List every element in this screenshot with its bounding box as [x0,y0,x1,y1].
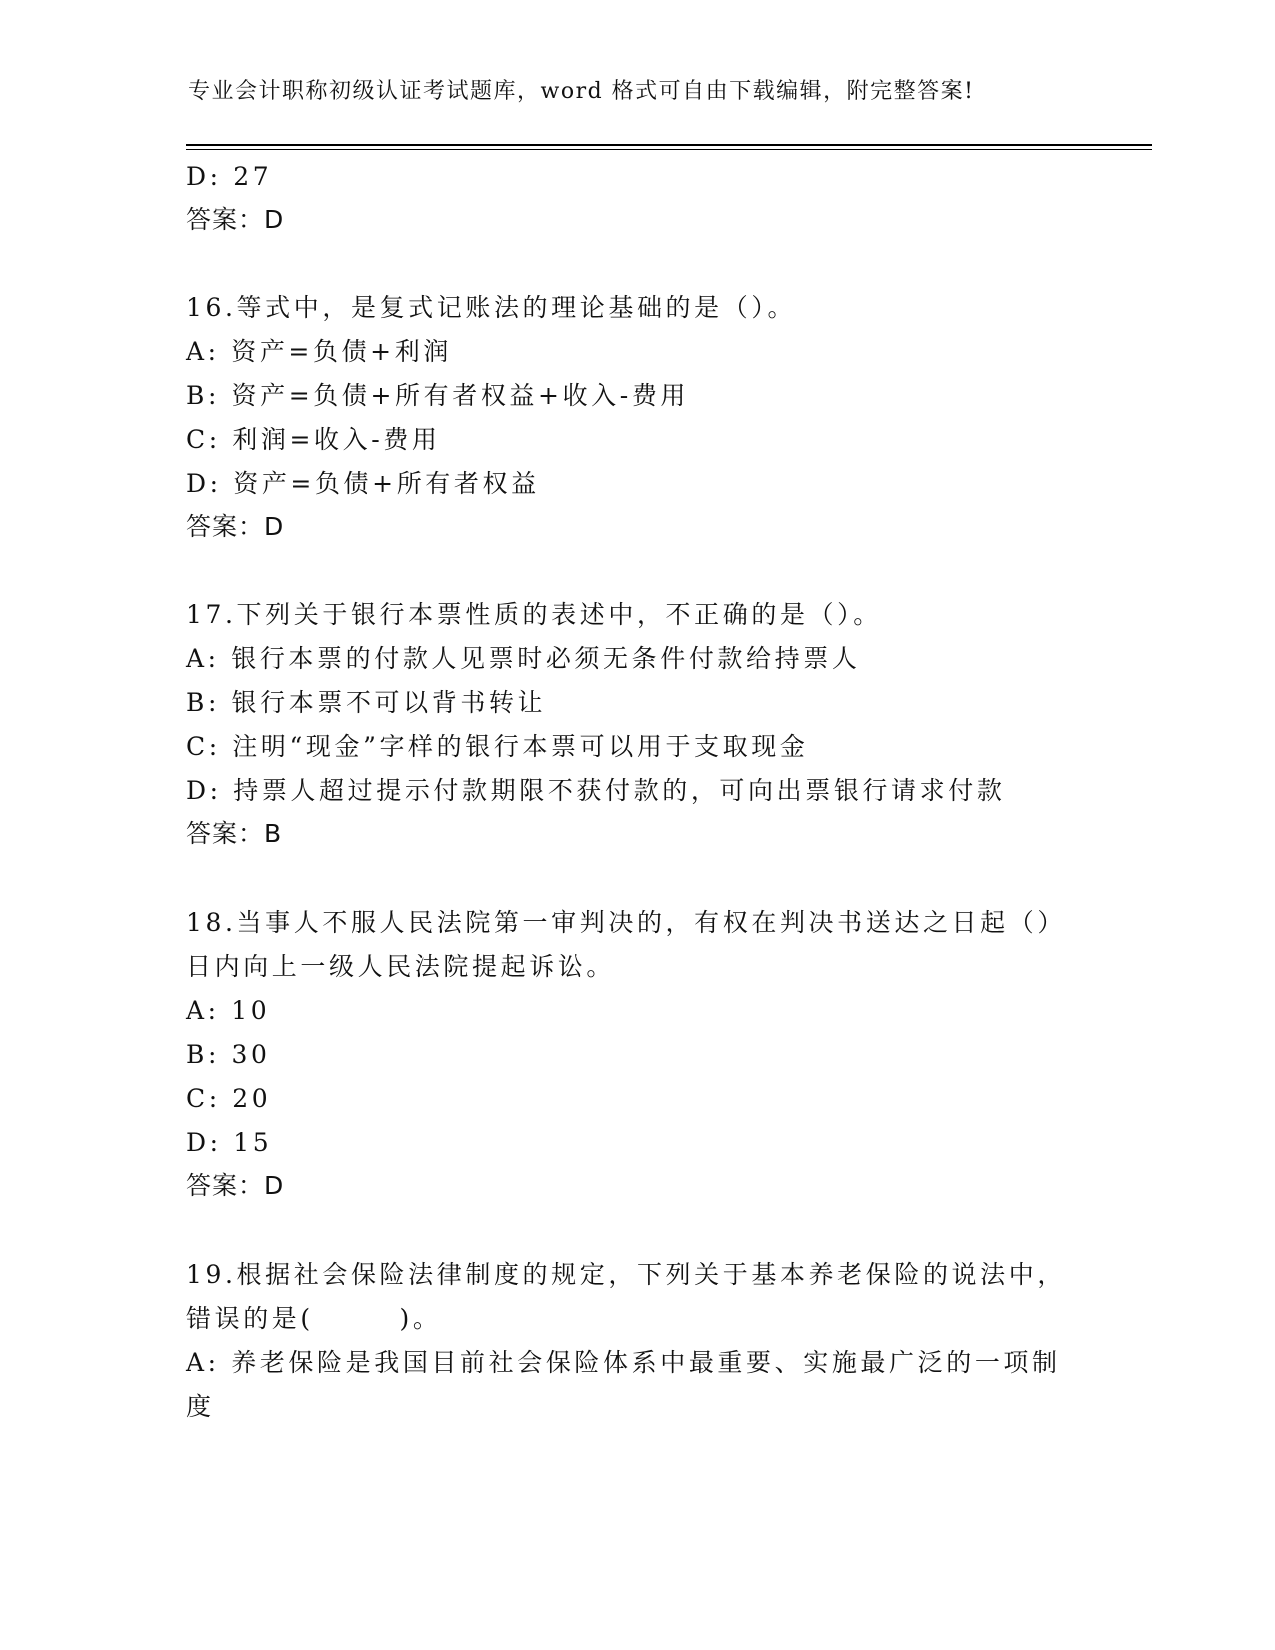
header-rule [186,144,1152,146]
option-a-q16: A: 资产=负债+利润 [186,337,452,366]
option-c-q18: C: 20 [186,1084,272,1113]
header-rule-thin [186,149,1152,150]
question-18-cont: 日内向上一级人民法院提起诉讼。 [186,952,616,981]
option-a-q17: A: 银行本票的付款人见票时必须无条件付款给持票人 [186,644,861,673]
question-16: 16.等式中，是复式记账法的理论基础的是（）。 [186,293,797,322]
option-b-q18: B: 30 [186,1040,271,1069]
answer-q16: 答案：D [186,512,285,541]
option-b-q16: B: 资产=负债+所有者权益+收入-费用 [186,381,690,410]
option-d-q17: D: 持票人超过提示付款期限不获付款的，可向出票银行请求付款 [186,776,1006,805]
option-a-q19-cont: 度 [186,1392,215,1421]
option-d-q18: D: 15 [186,1128,273,1157]
option-a-q18: A: 10 [186,996,271,1025]
option-c-q16: C: 利润=收入-费用 [186,425,441,454]
question-17: 17.下列关于银行本票性质的表述中，不正确的是（）。 [186,600,882,629]
answer-q17: 答案：B [186,819,283,848]
option-d-q16: D: 资产=负债+所有者权益 [186,469,540,498]
option-c-q17: C: 注明“现金”字样的银行本票可以用于支取现金 [186,732,809,761]
question-19-cont: 错误的是( )。 [186,1304,442,1333]
answer-q15: 答案：D [186,205,285,234]
answer-q18: 答案：D [186,1171,285,1200]
option-d-q15: D: 27 [186,162,273,191]
option-b-q17: B: 银行本票不可以背书转让 [186,688,547,717]
option-a-q19: A: 养老保险是我国目前社会保险体系中最重要、实施最广泛的一项制 [186,1348,1061,1377]
question-18: 18.当事人不服人民法院第一审判决的，有权在判决书送达之日起（） [186,908,1066,937]
page-header: 专业会计职称初级认证考试题库，word 格式可自由下载编辑，附完整答案! [188,79,975,104]
question-19: 19.根据社会保险法律制度的规定，下列关于基本养老保险的说法中， [186,1260,1066,1289]
